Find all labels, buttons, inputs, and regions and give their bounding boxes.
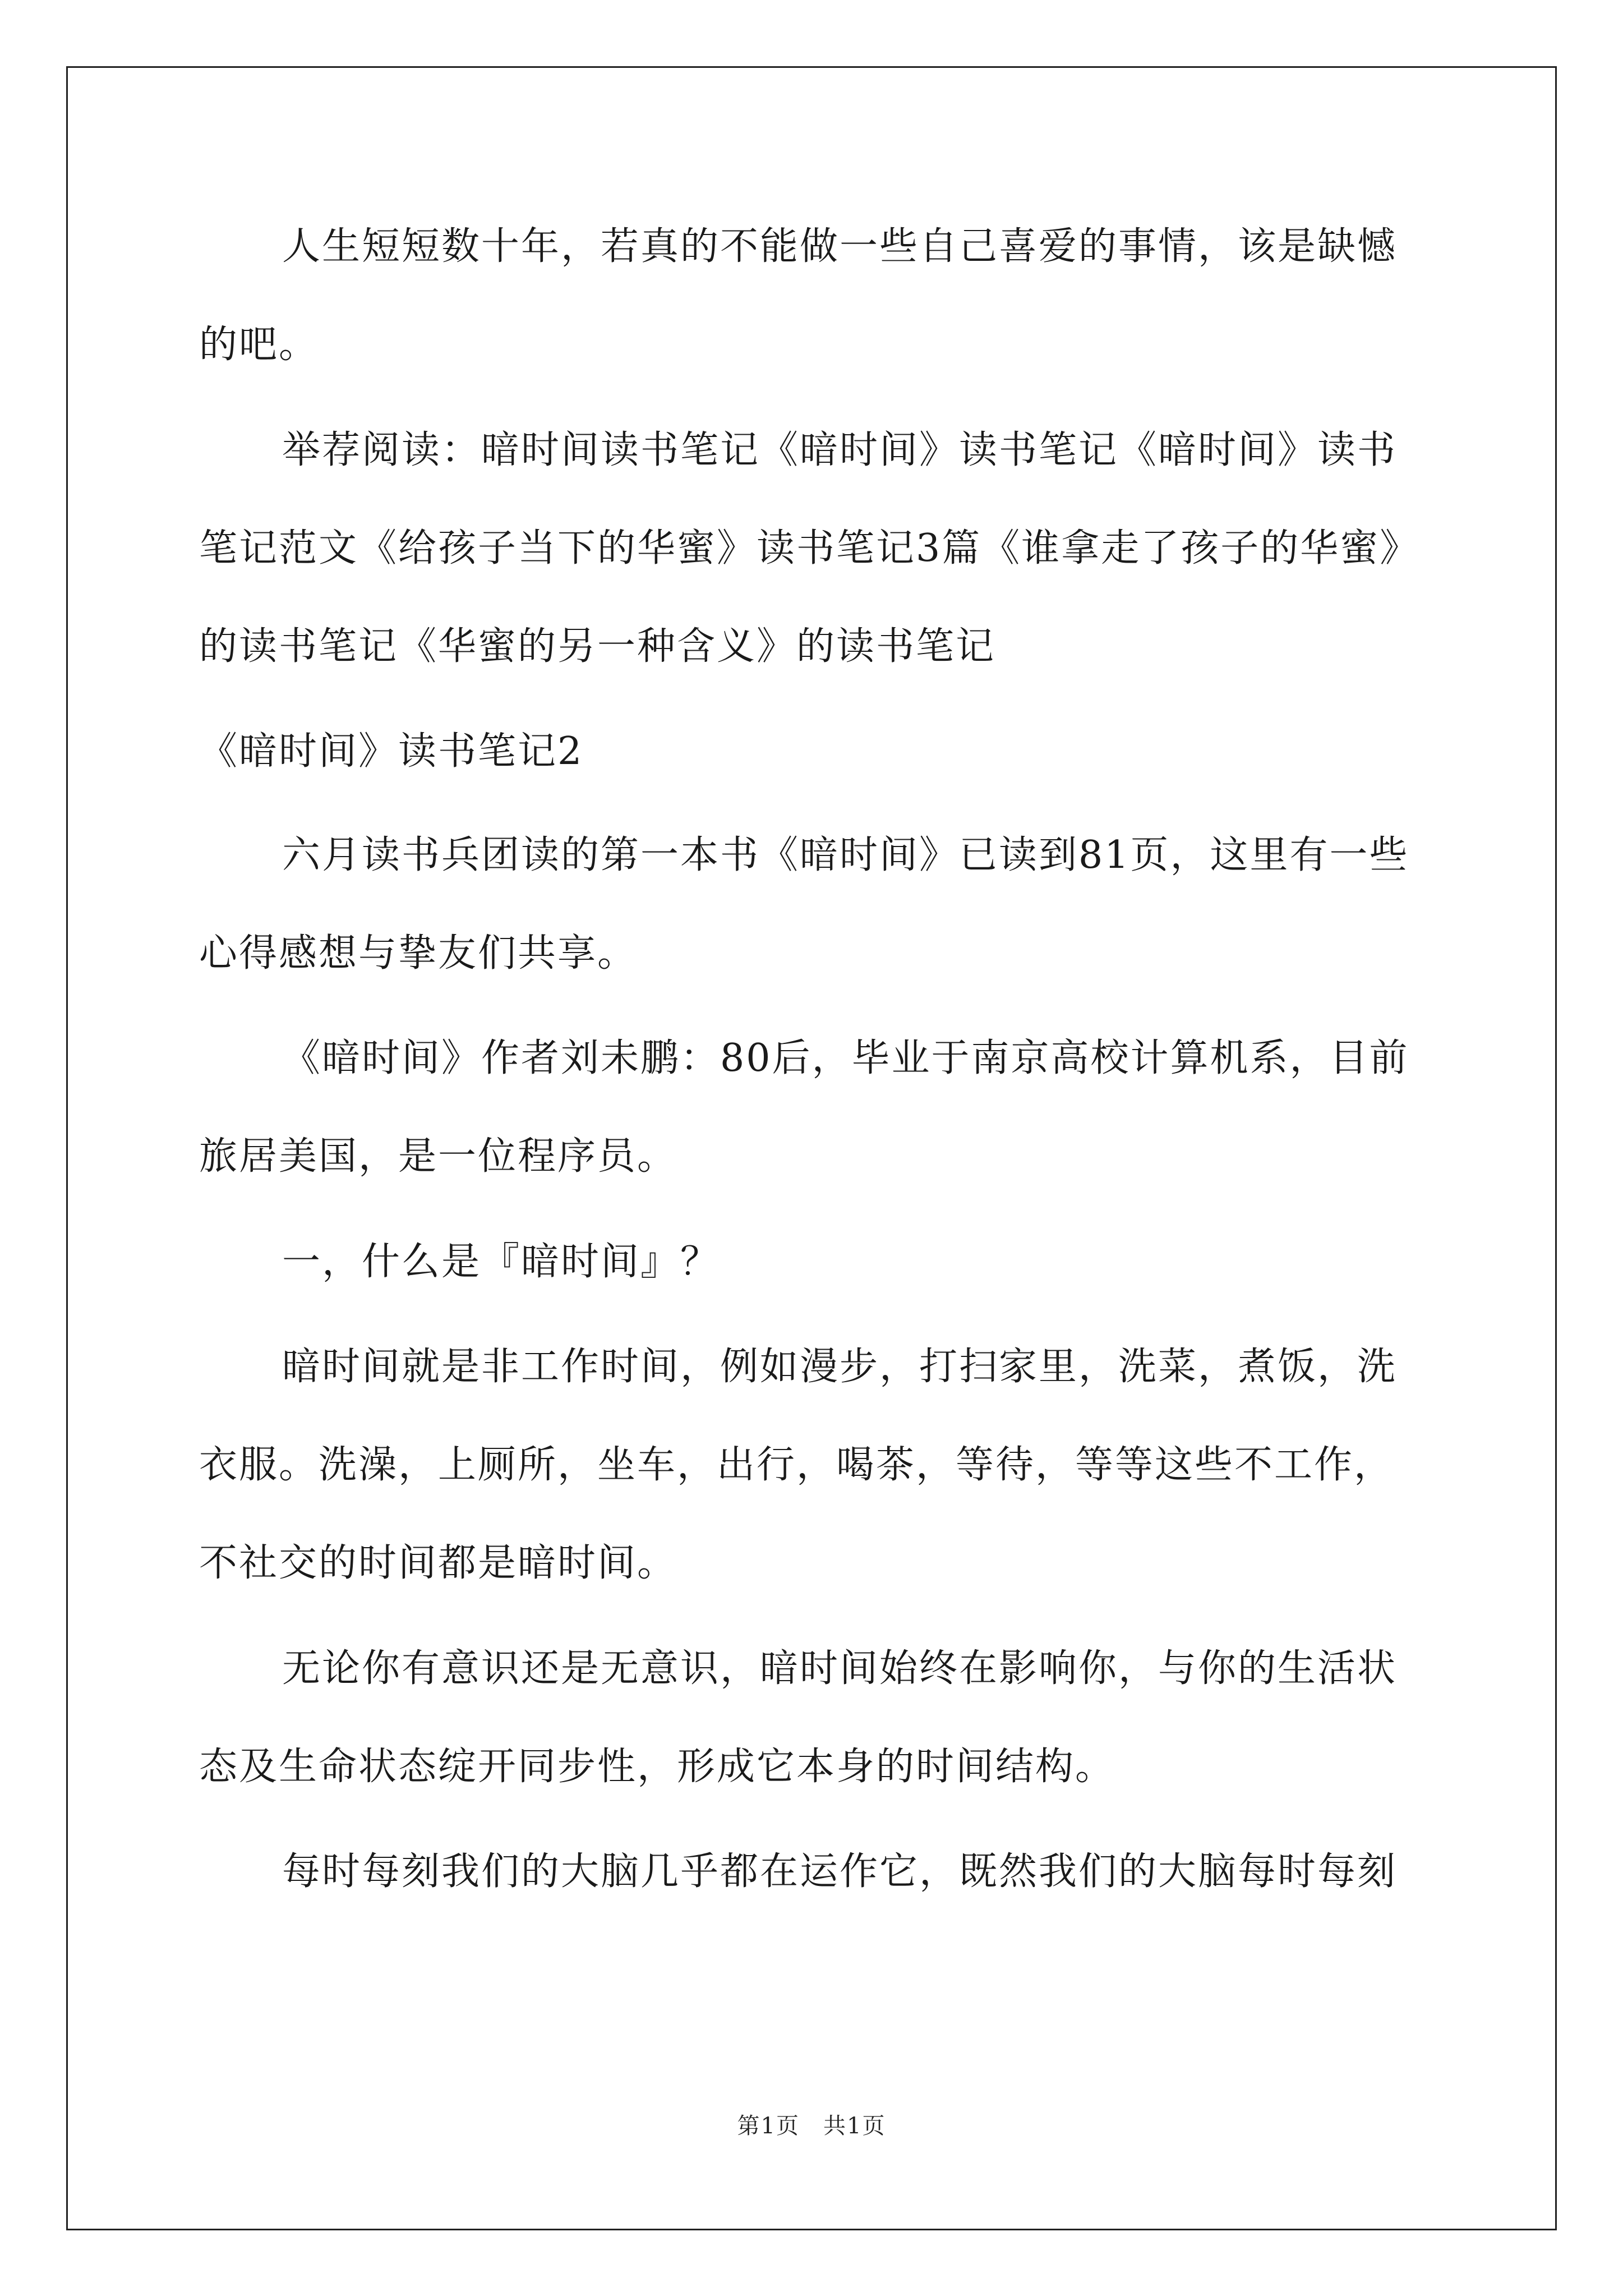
paragraph-line: 心得感想与挚友们共享。 — [199, 931, 638, 976]
paragraph-line: 无论你有意识还是无意识，暗时间始终在影响你，与你的生活状 — [282, 1646, 1398, 1691]
subheading-line: 一，什么是『暗时间』？ — [282, 1240, 721, 1284]
paragraph-line: 每时每刻我们的大脑几乎都在运作它，既然我们的大脑每时每刻 — [282, 1849, 1398, 1894]
section-heading: 《暗时间》读书笔记2 — [199, 729, 584, 774]
paragraph-line: 态及生命状态绽开同步性，形成它本身的时间结构。 — [199, 1745, 1115, 1789]
paragraph-line: 举荐阅读：暗时间读书笔记《暗时间》读书笔记《暗时间》读书 — [282, 428, 1398, 472]
paragraph-line: 旅居美国，是一位程序员。 — [199, 1134, 677, 1179]
paragraph-line: 不社交的时间都是暗时间。 — [199, 1541, 677, 1585]
paragraph-line: 六月读书兵团读的第一本书《暗时间》已读到81页，这里有一些 — [282, 833, 1409, 877]
page-number-footer: 第1页 共1页 — [737, 2113, 886, 2139]
paragraph-line: 的吧。 — [199, 323, 319, 367]
paragraph-line: 衣服。洗澡，上厕所，坐车，出行，喝茶，等待，等等这些不工作， — [199, 1443, 1394, 1487]
paragraph-line: 笔记范文《给孩子当下的华蜜》读书笔记3篇《谁拿走了孩子的华蜜》 — [199, 526, 1420, 570]
paragraph-line: 《暗时间》作者刘未鹏：80后，毕业于南京高校计算机系，目前 — [282, 1036, 1409, 1080]
paragraph-line: 的读书笔记《华蜜的另一种含义》的读书笔记 — [199, 624, 996, 669]
paragraph-line: 暗时间就是非工作时间，例如漫步，打扫家里，洗菜，煮饭，洗 — [282, 1345, 1398, 1389]
paragraph-line: 人生短短数十年，若真的不能做一些自己喜爱的事情，该是缺憾 — [282, 224, 1398, 269]
